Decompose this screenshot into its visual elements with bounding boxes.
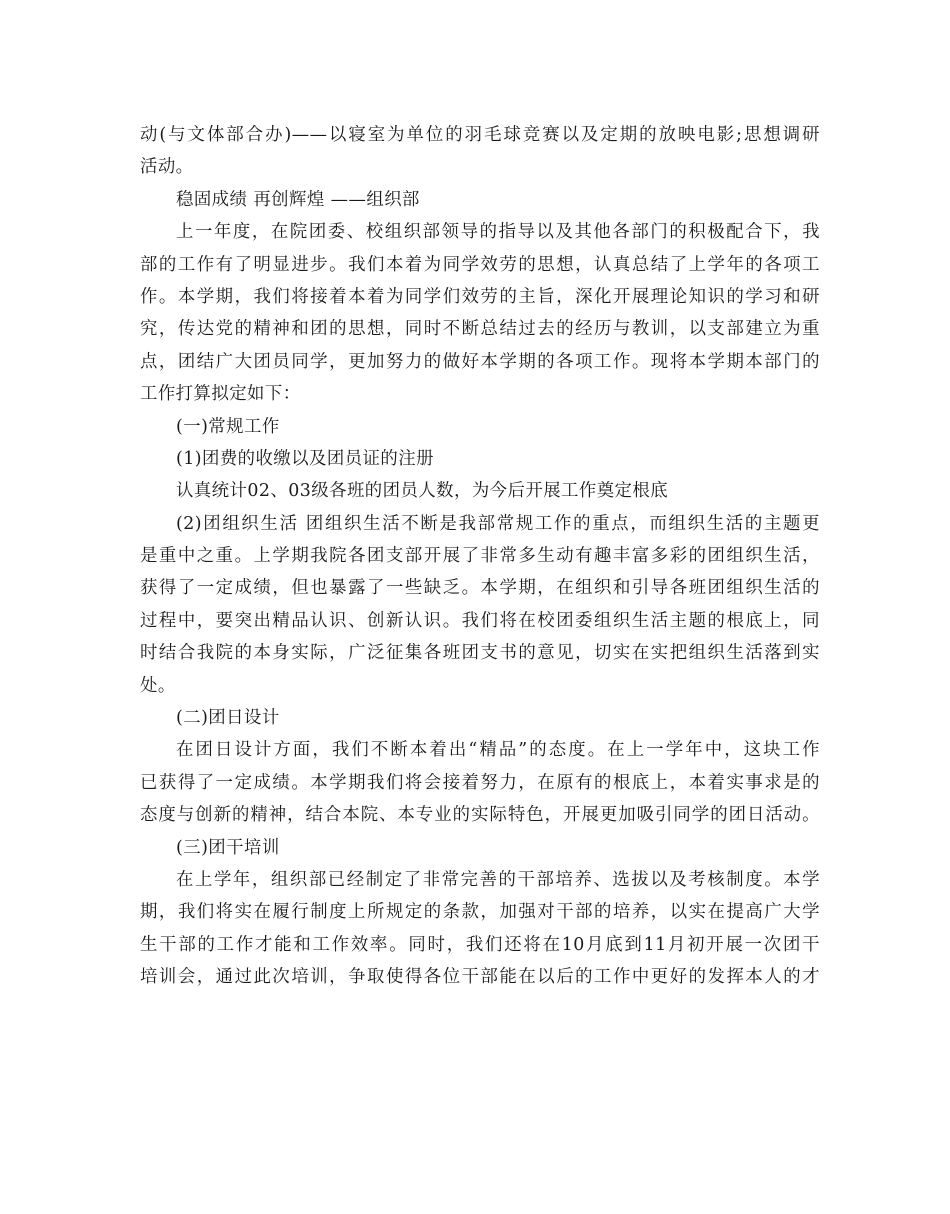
text-line: (2)团组织生活 团组织生活不断是我部常规工作的重点，而组织生活的主题更	[176, 513, 820, 534]
document-body	[140, 119, 820, 994]
text-line: 上一年度，在院团委、校组织部领导的指导以及其他各部门的积极配合下，我	[176, 222, 820, 243]
text-line: 培训会，通过此次培训，争取使得各位干部能在以后的工作中更好的发挥本人的才	[140, 967, 820, 988]
text-line: 已获得了一定成绩。本学期我们将会接着努力，在原有的根底上，本着实事求是的	[140, 772, 820, 793]
text-line: 态度与创新的精神，结合本院、本专业的实际特色，开展更加吸引同学的团日活动。	[140, 805, 820, 826]
text-line: 工作打算拟定如下：	[140, 384, 301, 405]
text-line: 在团日设计方面，我们不断本着出“精品”的态度。在上一学年中，这块工作	[176, 740, 820, 761]
text-line: 点，团结广大团员同学，更加努力的做好本学期的各项工作。现将本学期本部门的	[140, 351, 820, 372]
text-line: 获得了一定成绩，但也暴露了一些缺乏。本学期，在组织和引导各班团组织生活的	[140, 578, 820, 599]
text-line: 作。本学期，我们将接着本着为同学们效劳的主旨，深化开展理论知识的学习和研	[140, 286, 820, 307]
text-line: 期，我们将实在履行制度上所规定的条款，加强对干部的培养，以实在提高广大学	[140, 902, 820, 923]
text-line: 时结合我院的本身实际，广泛征集各班团支书的意见，切实在实把组织生活落到实	[140, 643, 820, 664]
text-line: 动(与文体部合办)——以寝室为单位的羽毛球竞赛以及定期的放映电影;思想调研	[140, 125, 820, 145]
text-line: (二)团日设计	[176, 708, 280, 729]
text-line: 生干部的工作才能和工作效率。同时，我们还将在10月底到11月初开展一次团干	[140, 934, 820, 955]
text-line: 处。	[140, 675, 176, 696]
text-line: 活动。	[140, 157, 194, 178]
text-line: (三)团干培训	[176, 837, 280, 858]
text-line: 是重中之重。上学期我院各团支部开展了非常多生动有趣丰富多彩的团组织生活，	[140, 546, 820, 567]
text-line: (1)团费的收缴以及团员证的注册	[176, 448, 434, 469]
text-line: 部的工作有了明显进步。我们本着为同学效劳的思想，认真总结了上学年的各项工	[140, 254, 820, 275]
text-line: 认真统计02、03级各班的团员人数，为今后开展工作奠定根底	[176, 481, 669, 502]
text-line: 过程中，要突出精品认识、创新认识。我们将在校团委组织生活主题的根底上，同	[140, 610, 820, 631]
text-line: 究，传达党的精神和团的思想，同时不断总结过去的经历与教训，以支部建立为重	[140, 319, 820, 340]
text-line: (一)常规工作	[176, 416, 280, 437]
text-line: 稳固成绩 再创辉煌 ——组织部	[176, 189, 420, 210]
text-line: 在上学年，组织部已经制定了非常完善的干部培养、选拔以及考核制度。本学	[176, 869, 820, 890]
